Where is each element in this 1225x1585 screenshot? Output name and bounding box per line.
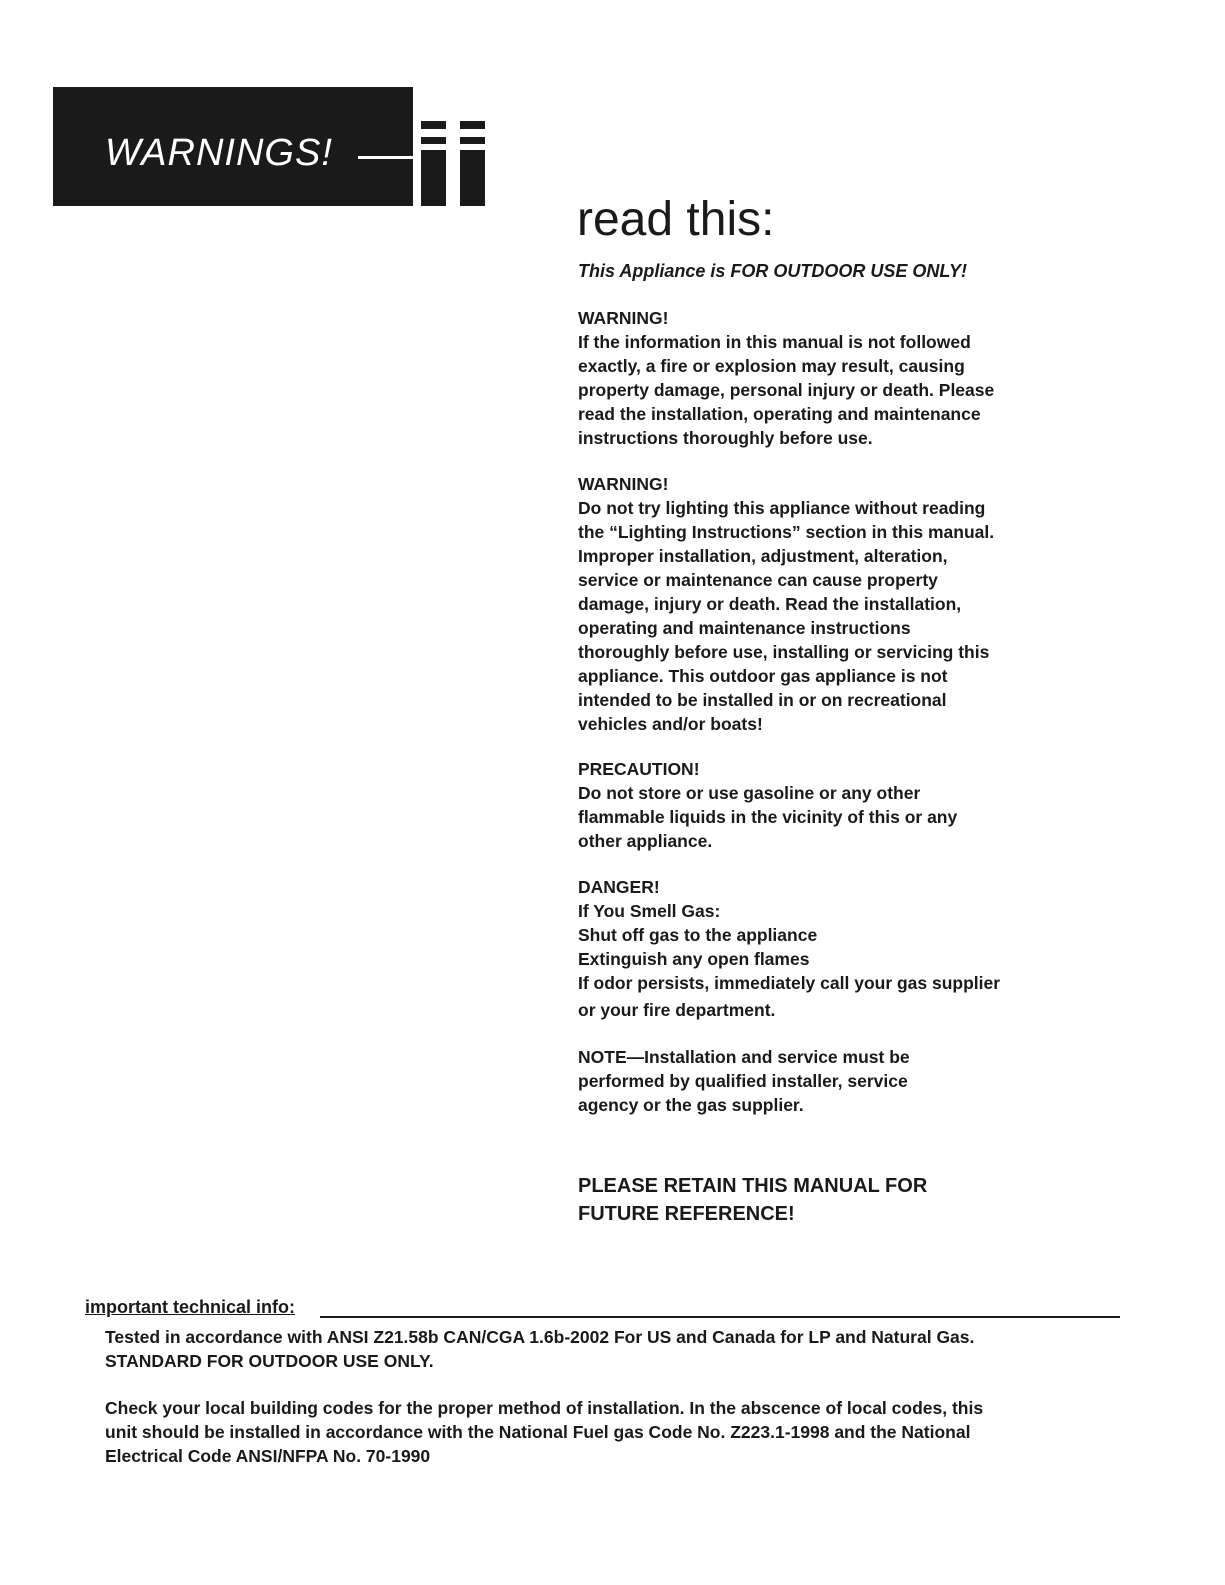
- technical-info-divider: [320, 1316, 1120, 1318]
- section-line: other appliance.: [578, 831, 713, 851]
- banner-title: WARNINGS!: [105, 132, 333, 174]
- section-line: Extinguish any open flames: [578, 949, 810, 969]
- warning-section-1: [578, 306, 1088, 450]
- technical-paragraph-2: [105, 1396, 983, 1468]
- section-line: NOTE—Installation and service must be: [578, 1047, 910, 1067]
- section-line: agency or the gas supplier.: [578, 1095, 804, 1115]
- technical-line: unit should be installed in accordance with the National Fuel gas Code No. Z223.1-1998 and the National: [105, 1422, 971, 1442]
- retain-line: PLEASE RETAIN THIS MANUAL FOR: [578, 1175, 928, 1197]
- section-line: Shut off gas to the appliance: [578, 925, 818, 945]
- section-line: intended to be installed in or on recreational: [578, 690, 947, 710]
- section-line: property damage, personal injury or death. Please: [578, 380, 995, 400]
- section-line: service or maintenance can cause property: [578, 570, 938, 590]
- outdoor-use-notice: This Appliance is FOR OUTDOOR USE ONLY!: [578, 261, 968, 281]
- technical-line: Check your local building codes for the proper method of installation. In the abscence of local codes, this: [105, 1398, 984, 1418]
- section-line: If the information in this manual is not followed: [578, 332, 971, 352]
- technical-info-heading: important technical info:: [85, 1297, 296, 1317]
- section-line: Do not try lighting this appliance without reading: [578, 498, 986, 518]
- section-line: read the installation, operating and maintenance: [578, 404, 981, 424]
- warning-section-2: [578, 472, 1088, 736]
- technical-line: STANDARD FOR OUTDOOR USE ONLY.: [105, 1351, 434, 1371]
- warnings-banner: [53, 87, 413, 206]
- section-line: Do not store or use gasoline or any other: [578, 783, 921, 803]
- section-line: or your fire department.: [578, 1000, 776, 1020]
- section-line: Improper installation, adjustment, alteration,: [578, 546, 948, 566]
- section-line: operating and maintenance instructions: [578, 618, 911, 638]
- page-heading: read this:: [577, 193, 775, 246]
- section-line: vehicles and/or boats!: [578, 714, 763, 734]
- technical-line: Electrical Code ANSI/NFPA No. 70-1990: [105, 1446, 431, 1466]
- banner-dash: [358, 156, 413, 159]
- section-line: thoroughly before use, installing or servicing this: [578, 642, 990, 662]
- section-label: DANGER!: [578, 877, 660, 897]
- section-label: WARNING!: [578, 474, 669, 494]
- technical-line: Tested in accordance with ANSI Z21.58b CAN/CGA 1.6b-2002 For US and Canada for LP and Natural Gas.: [105, 1327, 975, 1347]
- section-line: appliance. This outdoor gas appliance is not: [578, 666, 948, 686]
- section-line: flammable liquids in the vicinity of this or any: [578, 807, 958, 827]
- banner-bars-graphic: [413, 117, 489, 206]
- section-label: PRECAUTION!: [578, 759, 700, 779]
- section-label: WARNING!: [578, 308, 669, 328]
- section-line: instructions thoroughly before use.: [578, 428, 873, 448]
- section-line: If You Smell Gas:: [578, 901, 721, 921]
- precaution-section: [578, 757, 1088, 853]
- retain-line: FUTURE REFERENCE!: [578, 1203, 795, 1225]
- section-line: performed by qualified installer, service: [578, 1071, 908, 1091]
- section-line: the “Lighting Instructions” section in this manual.: [578, 522, 995, 542]
- section-line: damage, injury or death. Read the installation,: [578, 594, 962, 614]
- section-line: exactly, a fire or explosion may result, causing: [578, 356, 965, 376]
- technical-paragraph-1: [105, 1325, 974, 1373]
- retain-manual-notice: [578, 1172, 927, 1228]
- note-section: [578, 1045, 1088, 1117]
- danger-section: [578, 875, 1088, 1022]
- section-line: If odor persists, immediately call your gas supplier: [578, 973, 1001, 993]
